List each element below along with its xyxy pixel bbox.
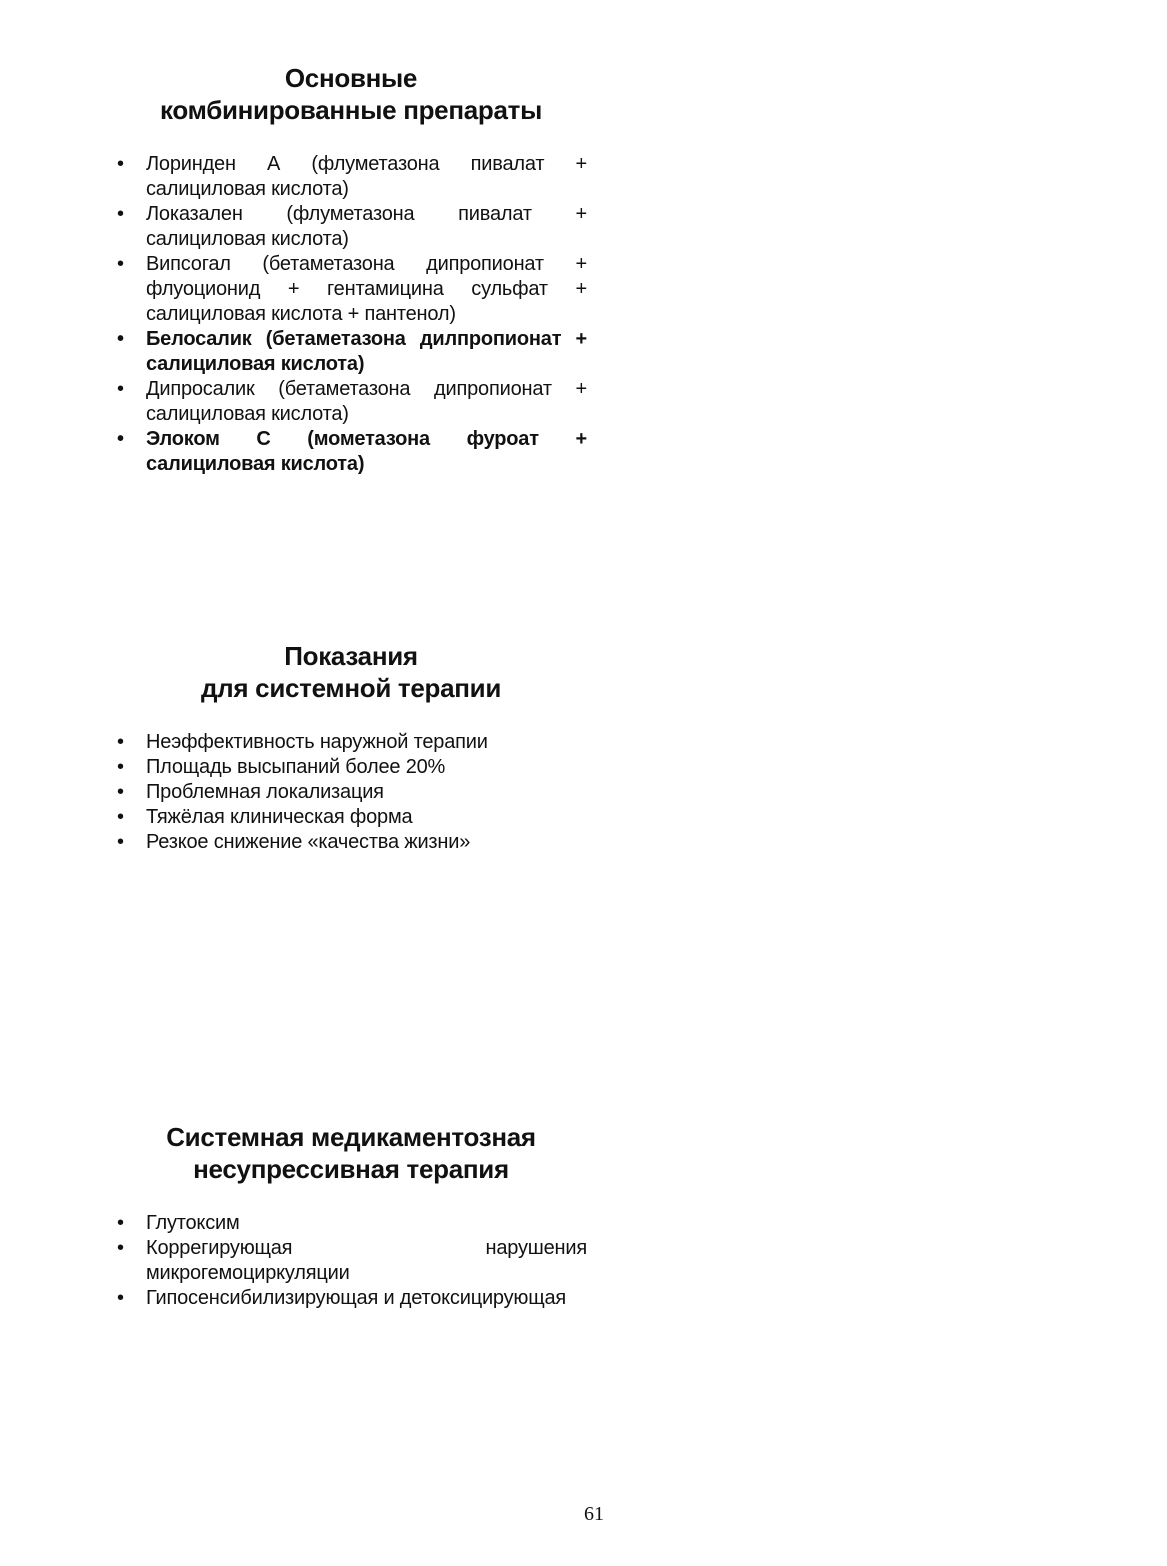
- list-item: [115, 327, 587, 377]
- section-title-line: комбинированные препараты: [160, 95, 542, 125]
- list-item-text: Проблемная локализация: [146, 781, 384, 803]
- section-combined-drugs: [115, 62, 587, 477]
- list-item-text: Глутоксим: [146, 1212, 240, 1234]
- section-title: [115, 640, 587, 704]
- list-item: [115, 377, 587, 427]
- bullet-icon: •: [117, 253, 124, 275]
- list-item: [115, 755, 587, 780]
- bullet-icon: •: [117, 1287, 124, 1309]
- list-item: [115, 1286, 587, 1311]
- section-title-line: для системной терапии: [200, 673, 502, 703]
- section-title: [115, 62, 587, 126]
- list-item: [115, 780, 587, 805]
- list-item: [115, 152, 587, 202]
- section-nonsuppressive-therapy: [115, 1121, 587, 1311]
- section-title-line: Системная медикаментозная: [166, 1122, 536, 1152]
- list-item-text: Элоком С (мометазона фуроат + салициловая кислота): [146, 428, 587, 475]
- bullet-icon: •: [117, 203, 124, 225]
- list-item-text: Дипросалик (бетаметазона дипропионат + салициловая кислота): [146, 378, 587, 425]
- bullet-icon: •: [117, 328, 124, 350]
- section-title: [115, 1121, 587, 1185]
- bullet-list: [115, 152, 587, 477]
- section-title-line: Показания: [284, 641, 418, 671]
- bullet-icon: •: [117, 378, 124, 400]
- list-item-text: Випсогал (бетаметазона дипропионат + флуоционид + гентамицина сульфат + салициловая кислота + пантенол): [146, 253, 587, 325]
- section-title-line: Основные: [284, 63, 418, 93]
- list-item: [115, 252, 587, 327]
- bullet-icon: •: [117, 1237, 124, 1259]
- bullet-icon: •: [117, 1212, 124, 1234]
- list-item-text: Белосалик (бетаметазона дилпропионат + салициловая кислота): [146, 328, 587, 375]
- list-item: [115, 1236, 587, 1286]
- section-title-line: несупрессивная терапия: [193, 1154, 509, 1184]
- list-item-text: Гипосенсибилизирующая и детоксицирующая: [146, 1287, 567, 1309]
- bullet-icon: •: [117, 731, 124, 753]
- list-item-text: Лоринден А (флуметазона пивалат + салициловая кислота): [146, 153, 587, 200]
- bullet-icon: •: [117, 806, 124, 828]
- bullet-list: [115, 730, 587, 855]
- page-number: 61: [584, 1503, 604, 1525]
- list-item-text: Неэффективность наружной терапии: [146, 731, 488, 753]
- bullet-icon: •: [117, 781, 124, 803]
- list-item: [115, 202, 587, 252]
- list-item-text: Локазален (флуметазона пивалат + салициловая кислота): [146, 203, 587, 250]
- list-item: [115, 830, 587, 855]
- bullet-icon: •: [117, 756, 124, 778]
- list-item: [115, 730, 587, 755]
- list-item-text: Тяжёлая клиническая форма: [146, 806, 413, 828]
- list-item: [115, 1211, 587, 1236]
- list-item-text: Площадь высыпаний более 20%: [146, 756, 446, 778]
- list-item: [115, 805, 587, 830]
- list-item: [115, 427, 587, 477]
- bullet-list: [115, 1211, 587, 1311]
- list-item-text: Коррегирующая нарушения микрогемоциркуляции: [146, 1237, 587, 1284]
- bullet-icon: •: [117, 428, 124, 450]
- list-item-text: Резкое снижение «качества жизни»: [146, 831, 471, 853]
- bullet-icon: •: [117, 831, 124, 853]
- section-systemic-indications: [115, 640, 587, 855]
- bullet-icon: •: [117, 153, 124, 175]
